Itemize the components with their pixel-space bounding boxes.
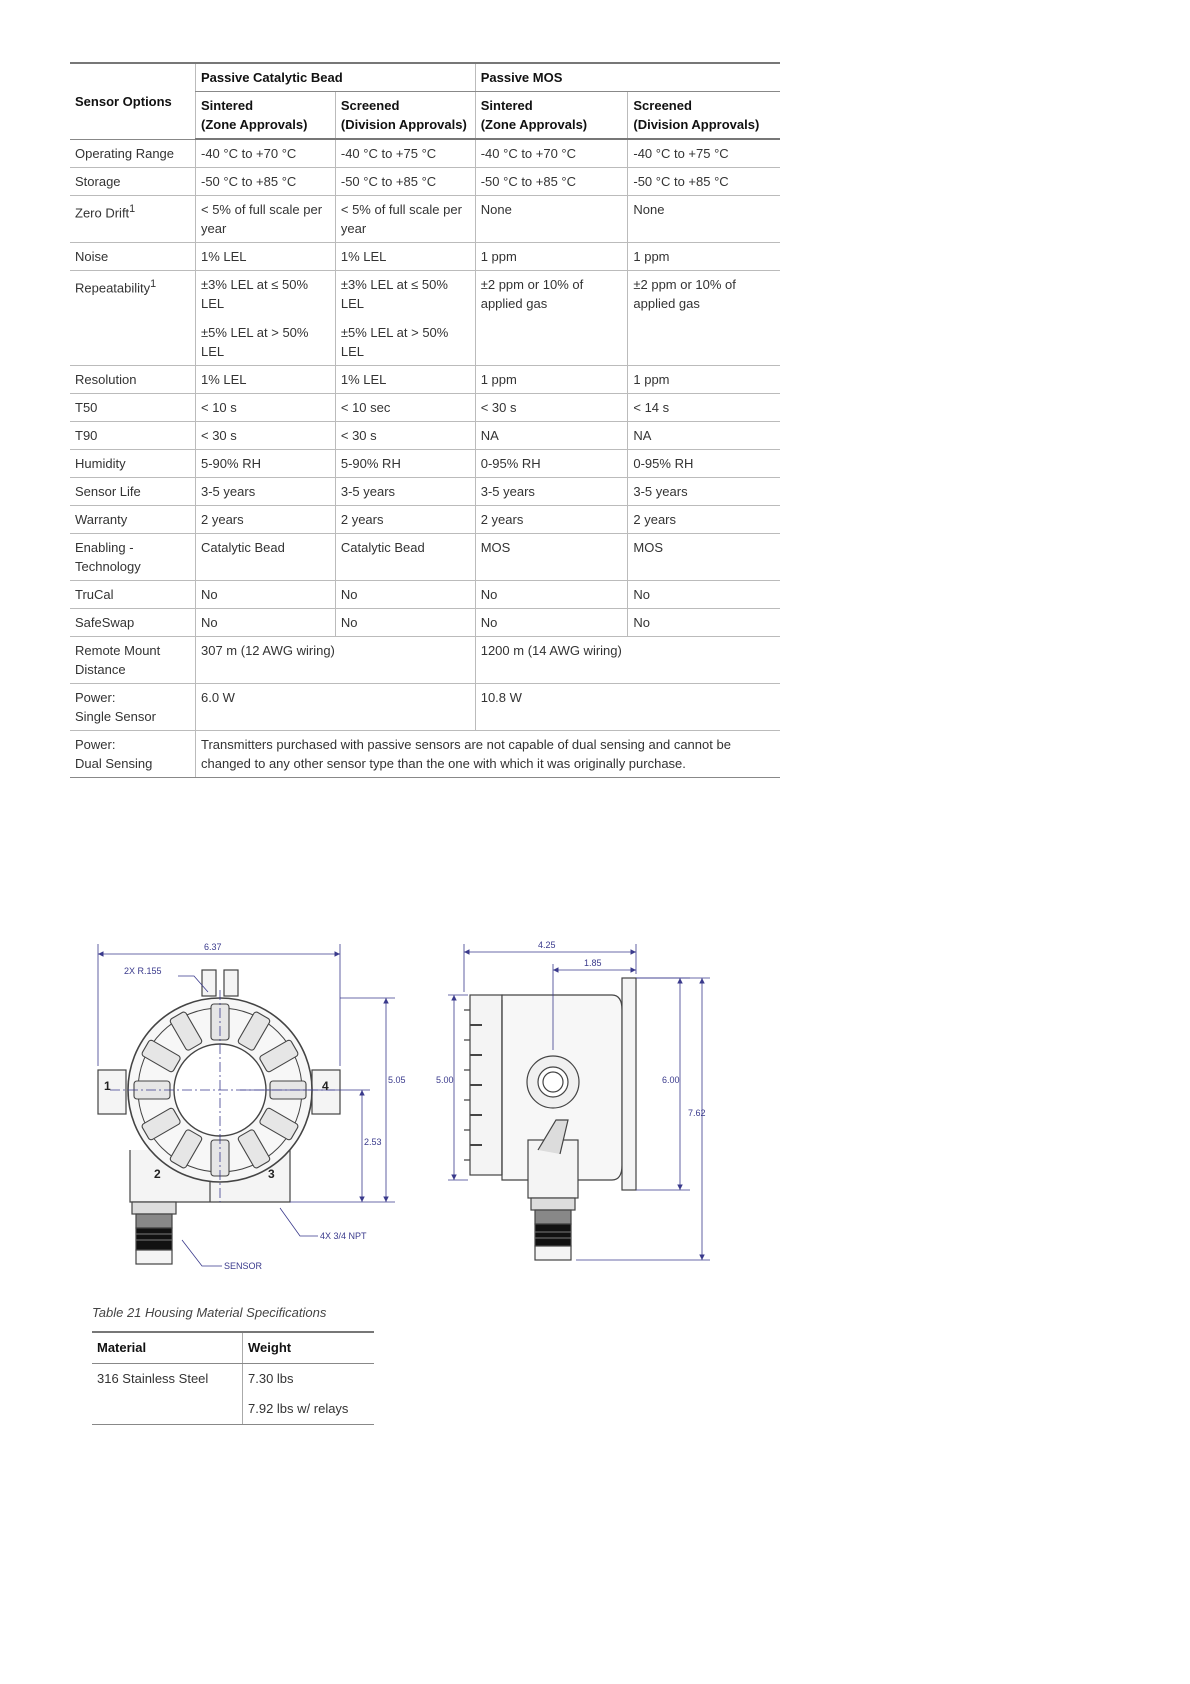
table-cell: < 30 s bbox=[475, 394, 628, 422]
row-label: T50 bbox=[70, 394, 196, 422]
side-h3-label: 7.62 bbox=[688, 1108, 706, 1118]
table-row bbox=[70, 637, 780, 684]
header-passive-mos: Passive MOS bbox=[475, 63, 780, 92]
row-label: Repeatability$^1$ bbox=[70, 271, 196, 366]
table-cell: No bbox=[335, 581, 475, 609]
table-cell: < 5% of full scale per year bbox=[335, 196, 475, 243]
table-row bbox=[70, 366, 780, 394]
table-caption: Table 21 Housing Material Specifications bbox=[92, 1305, 327, 1320]
row-label: Power: Dual Sensing bbox=[70, 731, 196, 778]
table-row bbox=[70, 684, 780, 731]
header-passive-catalytic-bead: Passive Catalytic Bead bbox=[196, 63, 476, 92]
dim-width-label: 6.37 bbox=[204, 942, 222, 952]
table-row bbox=[92, 1394, 374, 1425]
dim-half-label: 2.53 bbox=[364, 1137, 382, 1147]
table-cell: -40 °C to +70 °C bbox=[196, 139, 336, 168]
front-view bbox=[98, 970, 340, 1264]
table-cell: 2 years bbox=[335, 506, 475, 534]
table-row bbox=[70, 609, 780, 637]
table-cell: 1% LEL bbox=[196, 243, 336, 271]
table-cell: 1200 m (14 AWG wiring) bbox=[475, 637, 780, 684]
subheader-cell: Sintered (Zone Approvals) bbox=[196, 92, 336, 140]
table-cell: No bbox=[628, 609, 780, 637]
row-label: Remote Mount Distance bbox=[70, 637, 196, 684]
header-sensor-options: Sensor Options bbox=[70, 63, 196, 139]
footnote-marker: 1 bbox=[129, 203, 136, 215]
table-cell: 5-90% RH bbox=[335, 450, 475, 478]
subheader-cell: Screened (Division Approvals) bbox=[628, 92, 780, 140]
table-cell: MOS bbox=[628, 534, 780, 581]
table-cell: 1 ppm bbox=[628, 366, 780, 394]
table-cell: ±2 ppm or 10% of applied gas bbox=[475, 271, 628, 366]
table-cell: No bbox=[335, 609, 475, 637]
table-cell: < 30 s bbox=[196, 422, 336, 450]
radius-note-label: 2X R.155 bbox=[124, 966, 162, 976]
table-cell: 3-5 years bbox=[196, 478, 336, 506]
table-cell: 2 years bbox=[475, 506, 628, 534]
table-cell: < 5% of full scale per year bbox=[196, 196, 336, 243]
table-row bbox=[70, 731, 780, 778]
table-row bbox=[70, 394, 780, 422]
row-label: Humidity bbox=[70, 450, 196, 478]
weight-cell: 7.92 lbs w/ relays bbox=[243, 1394, 375, 1425]
row-label: Sensor Life bbox=[70, 478, 196, 506]
port-label-3: 3 bbox=[268, 1167, 275, 1181]
table-row bbox=[70, 139, 780, 168]
subheader-cell: Screened (Division Approvals) bbox=[335, 92, 475, 140]
table-row bbox=[70, 450, 780, 478]
table-cell: < 10 sec bbox=[335, 394, 475, 422]
table-cell: 3-5 years bbox=[475, 478, 628, 506]
housing-dimension-drawing bbox=[90, 940, 740, 1280]
row-label: Operating Range bbox=[70, 139, 196, 168]
table-row bbox=[70, 243, 780, 271]
table-row bbox=[70, 581, 780, 609]
table-cell: 1% LEL bbox=[335, 366, 475, 394]
table-cell: -50 °C to +85 °C bbox=[196, 168, 336, 196]
table-cell: 2 years bbox=[196, 506, 336, 534]
row-label: T90 bbox=[70, 422, 196, 450]
port-label-4: 4 bbox=[322, 1079, 329, 1093]
row-label: TruCal bbox=[70, 581, 196, 609]
row-label: Noise bbox=[70, 243, 196, 271]
weight-cell: 7.30 lbs bbox=[243, 1364, 375, 1395]
table-cell: 3-5 years bbox=[335, 478, 475, 506]
table-row bbox=[70, 534, 780, 581]
table-cell: 3-5 years bbox=[628, 478, 780, 506]
table-cell: 1% LEL bbox=[335, 243, 475, 271]
table-cell: NA bbox=[475, 422, 628, 450]
npt-note-label: 4X 3/4 NPT bbox=[320, 1231, 367, 1241]
row-label: SafeSwap bbox=[70, 609, 196, 637]
table-cell: < 10 s bbox=[196, 394, 336, 422]
table-row bbox=[70, 271, 780, 366]
table-row bbox=[70, 422, 780, 450]
table-cell: 1 ppm bbox=[628, 243, 780, 271]
table-cell: 1% LEL bbox=[196, 366, 336, 394]
table-cell: Catalytic Bead bbox=[196, 534, 336, 581]
side-h1-label: 5.00 bbox=[436, 1075, 454, 1085]
footnote-marker: 1 bbox=[150, 278, 157, 290]
table-cell: MOS bbox=[475, 534, 628, 581]
table-cell: ±3% LEL at ≤ 50% LEL ±5% LEL at > 50% LEL bbox=[335, 271, 475, 366]
row-label: Zero Drift$^1$ bbox=[70, 196, 196, 243]
table-cell: 10.8 W bbox=[475, 684, 780, 731]
sensor-spec-table bbox=[70, 62, 780, 778]
table-row bbox=[70, 196, 780, 243]
row-label: Warranty bbox=[70, 506, 196, 534]
sensor-callout-label: SENSOR bbox=[224, 1261, 263, 1271]
table-cell: 1 ppm bbox=[475, 243, 628, 271]
table-cell: 1 ppm bbox=[475, 366, 628, 394]
table-cell: NA bbox=[628, 422, 780, 450]
row-label: Storage bbox=[70, 168, 196, 196]
side-view bbox=[464, 978, 636, 1260]
table-cell: No bbox=[628, 581, 780, 609]
port-label-2: 2 bbox=[154, 1167, 161, 1181]
table-cell: 307 m (12 AWG wiring) bbox=[196, 637, 476, 684]
table-cell: -40 °C to +75 °C bbox=[628, 139, 780, 168]
side-offset-label: 1.85 bbox=[584, 958, 602, 968]
table-cell: -40 °C to +70 °C bbox=[475, 139, 628, 168]
row-label: Resolution bbox=[70, 366, 196, 394]
table-row bbox=[70, 478, 780, 506]
table-cell: ±3% LEL at ≤ 50% LEL ±5% LEL at > 50% LEL bbox=[196, 271, 336, 366]
table-cell: -50 °C to +85 °C bbox=[335, 168, 475, 196]
table-cell: No bbox=[196, 581, 336, 609]
table-cell: 5-90% RH bbox=[196, 450, 336, 478]
side-h2-label: 6.00 bbox=[662, 1075, 680, 1085]
subheader-cell: Sintered (Zone Approvals) bbox=[475, 92, 628, 140]
table-cell: 6.0 W bbox=[196, 684, 476, 731]
table-cell: -50 °C to +85 °C bbox=[628, 168, 780, 196]
table-row bbox=[70, 168, 780, 196]
table-cell: ±2 ppm or 10% of applied gas bbox=[628, 271, 780, 366]
table-cell: No bbox=[475, 609, 628, 637]
housing-material-table bbox=[92, 1331, 374, 1425]
table-cell: 0-95% RH bbox=[628, 450, 780, 478]
table-cell: No bbox=[475, 581, 628, 609]
material-cell-empty bbox=[92, 1394, 243, 1425]
header-material: Material bbox=[92, 1332, 243, 1364]
port-label-1: 1 bbox=[104, 1079, 111, 1093]
table-cell: < 14 s bbox=[628, 394, 780, 422]
table-cell: 2 years bbox=[628, 506, 780, 534]
table-row bbox=[92, 1364, 374, 1395]
table-cell: Transmitters purchased with passive sensors are not capable of dual sensing and cannot be changed to any other sensor type than the one with which it was originally purchase. bbox=[196, 731, 781, 778]
table-cell: < 30 s bbox=[335, 422, 475, 450]
side-depth-label: 4.25 bbox=[538, 940, 556, 950]
dim-height-label: 5.05 bbox=[388, 1075, 406, 1085]
table-cell: -40 °C to +75 °C bbox=[335, 139, 475, 168]
row-label: Enabling - Technology bbox=[70, 534, 196, 581]
table-cell: -50 °C to +85 °C bbox=[475, 168, 628, 196]
material-cell: 316 Stainless Steel bbox=[97, 1371, 209, 1386]
table-cell: 0-95% RH bbox=[475, 450, 628, 478]
header-weight: Weight bbox=[243, 1332, 375, 1364]
table-cell: No bbox=[196, 609, 336, 637]
row-label: Power: Single Sensor bbox=[70, 684, 196, 731]
table-cell: Catalytic Bead bbox=[335, 534, 475, 581]
table-cell: None bbox=[628, 196, 780, 243]
table-row bbox=[70, 506, 780, 534]
table-cell: None bbox=[475, 196, 628, 243]
